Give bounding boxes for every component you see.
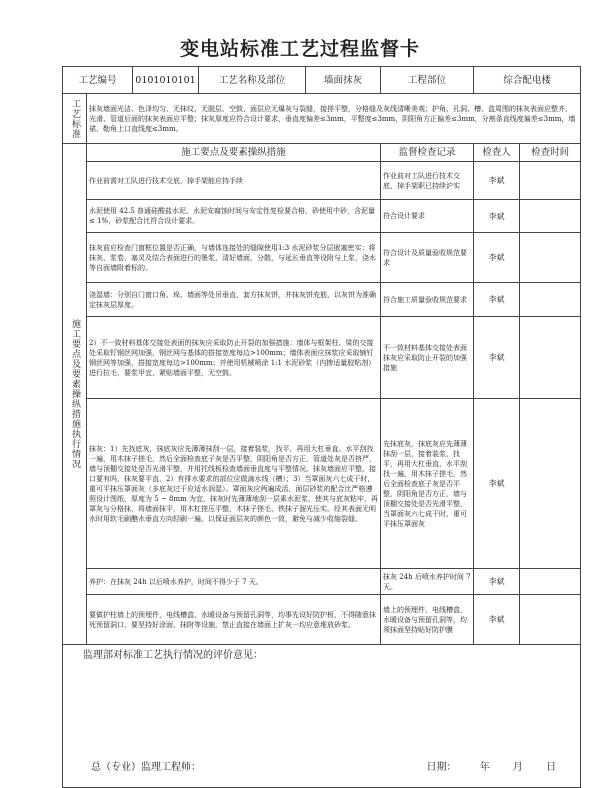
- process-name-label: 工艺名称及部位: [199, 67, 306, 94]
- inspector-cell: 李斌: [474, 317, 520, 399]
- supervision-table: [62, 66, 581, 788]
- table-row: [63, 200, 581, 233]
- table-row: [63, 399, 581, 569]
- table-row: [63, 569, 581, 595]
- record-cell: 作业前对工队进行技术交底，掉手架职已持续沪实: [381, 162, 474, 200]
- record-cell: 墙上的预埋件，电线槽盒，水暖设备与预留孔洞等，均须抹面坚持贴好防护膜: [381, 595, 474, 645]
- evaluation-cell: [63, 645, 581, 788]
- measure-cell: 要做护柱墙上的预埋件，电线槽盒、水暖设备与预留孔洞等，均事先设好防护板，不得随意抹死预留洞口，要坚持好涂面、抹附等设施，禁止直接在墙面上扩灰一均应意堆放砂浆。: [87, 595, 381, 645]
- record-cell: 先抹底灰，抹底灰应先薄薄抹刮一层，接着装浆，找平，再用大杠垂直、水平刮找一遍，用木抹子搓毛，然后全面检查底子灰是否平整，阴阳角是否方正，墙与顶棚交接处是否光滑平整，当罩面灰六七成干时，重可平抹压罩面灰: [381, 399, 474, 569]
- header-measures: 施工要点及要素操纵措施: [87, 144, 381, 162]
- date-units: 年 月 日: [479, 762, 557, 773]
- time-cell: [520, 233, 581, 283]
- record-cell: 符合设计及质量验收规范要求: [381, 233, 474, 283]
- inspector-cell: 李斌: [474, 200, 520, 233]
- header-time: 检查时间: [520, 144, 581, 162]
- time-cell: [520, 317, 581, 399]
- record-cell: 符合设计要求: [381, 200, 474, 233]
- table-row: [63, 162, 581, 200]
- process-no: 0101010101: [133, 67, 199, 94]
- date-label: 日期：: [426, 762, 457, 773]
- inspector-cell: 李斌: [474, 569, 520, 595]
- table-row: [63, 317, 581, 399]
- measure-cell: 抹灰：1）先找底灰，抹底灰应先薄薄抹刮一层，接着装浆，找平，再用大杠垂直、水平刮找一遍，用木抹子搓毛，然后全面检查底子灰是否平整，阴阳角是否方正，管道处灰是否挤严，墙与顶棚交接处是否光滑平整，并用托线板检查墙面垂直度与平整情况。抹灰墙面应平整，接口要有吗，抹灰要平直，2）有排水要求的部位应做滴水线（槽）；3）当罩面灰六七成干时，重可平抹压罩面灰（多底灰过于应适水润湿）。罩面灰应两遍成活，面层砂浆的配合比严格遵照设计图纸，厚度为 5 ~ 8mm 为宜，抹灰时先薄薄地刮一层素水泥浆，使其与底灰粘牢，再罩灰与分格抹，将墙面抹平，用木杠搓压平整，木抹子搓毛，铁抹子溜光压实。经其表面无明水时用软毛刷醮水垂直方向轻刷一遍，以保证面层灰的颜色一致，避免与减少收缩裂缝。: [87, 399, 381, 569]
- measure-cell: 2）不一致材料基体交接处表面的抹灰应采取防止开裂的加强措施：墙体与框架柱、梁的交接处采取钉钢丝网加强，钢丝网与基体的搭接宽度每边>100mm；墙体表面应抹浆应采取铺钉钢丝网等加强，搭接宽度每边>100mm；并使用机械喷涂 1:1 水泥砂浆（内掺适量胶粘剂）进行拉毛，要浆甲宜、紧贴墙面平整，无空鼓。: [87, 317, 381, 399]
- inspector-cell: 李斌: [474, 283, 520, 317]
- work-part: 综合配电楼: [474, 67, 581, 94]
- time-cell: [520, 595, 581, 645]
- section-label: 施工要点及要素操纵措施执行情况: [63, 144, 87, 645]
- work-part-label: 工程部位: [381, 67, 474, 94]
- process-name: 墙面抹灰: [306, 67, 381, 94]
- inspector-cell: 李斌: [474, 595, 520, 645]
- record-cell: 符合施工质量验收规范要求: [381, 283, 474, 317]
- time-cell: [520, 569, 581, 595]
- inspector-cell: 李斌: [474, 162, 520, 200]
- measure-cell: 养护：在抹灰 24h 以后喷水养护，时间不得少于 7 天。: [87, 569, 381, 595]
- evaluation-title: 监理部对标准工艺执行情况的评价意见：: [83, 650, 263, 661]
- header-inspector: 检查人: [474, 144, 520, 162]
- measure-cell: 水泥使用 42.5 普通硅酸盐水泥，水泥安腐蚀时间与安定性复检要合格，砂使用中砂，含泥量≤ 1%，砂浆配合比符合设计要求。: [87, 200, 381, 233]
- time-cell: [520, 162, 581, 200]
- page-title: 变电站标准工艺过程监督卡: [179, 38, 420, 60]
- record-cell: 不一致材料基体交接处表面抹灰应采取防止开裂的加强措施: [381, 317, 474, 399]
- time-cell: [520, 399, 581, 569]
- standard-row: [63, 94, 581, 144]
- inspector-cell: 李斌: [474, 399, 520, 569]
- table-row: [63, 233, 581, 283]
- table-row: [63, 595, 581, 645]
- process-no-label: 工艺编号: [63, 67, 133, 94]
- table-row: [63, 283, 581, 317]
- measure-cell: 浇湿墙：分别自门窗口角、垛、墙面等处吊垂直，套方抹灰饼，并抹灰饼充筋，以灰饼为准确定抹灰层厚度。: [87, 283, 381, 317]
- signer-label: 总（专业）监理工程师：: [91, 762, 201, 773]
- info-row: [63, 67, 581, 94]
- time-cell: [520, 200, 581, 233]
- column-header-row: [63, 144, 581, 162]
- time-cell: [520, 283, 581, 317]
- measure-cell: 抹灰前应检查门窗框位置是否正确，与墙体连接处的缝隙使用1:3 水泥砂浆分层嵌塞密实；将抹灰、浆卷、塞灵及结合表面进行的墨浆，清好墙面，分散，与延长垂直等设附与上浆，浇水等自面墙附着标的。: [87, 233, 381, 283]
- header-record: 监督检查记录: [381, 144, 474, 162]
- standard-text: 抹灰墙面光洁、色泽均匀、无抹纹、无脱层、空鼓、面层应无爆灰与裂缝，接搓平整，分格缝及灰线清晰美观；护角、孔洞、槽、盒周围的抹灰表面应整齐、光滑、管道后面的抹灰表面应平整；抹灰厚度应符合设计要求，垂直度偏差≤3mm，平整度≤3mm，阴阳角方正偏差≤3mm，分割条直线度偏差≤3mm，墙裙、勒角上口直线度≤3mm。: [87, 94, 581, 144]
- measure-cell: 作业前需对工队进行技术交底，掉手架能应持手续: [87, 162, 381, 200]
- record-cell: 抹灰 24h 后喷水养护时间 7 天。: [381, 569, 474, 595]
- inspector-cell: 李斌: [474, 233, 520, 283]
- standard-label: 工艺标准: [63, 94, 87, 144]
- evaluation-row: [63, 645, 581, 788]
